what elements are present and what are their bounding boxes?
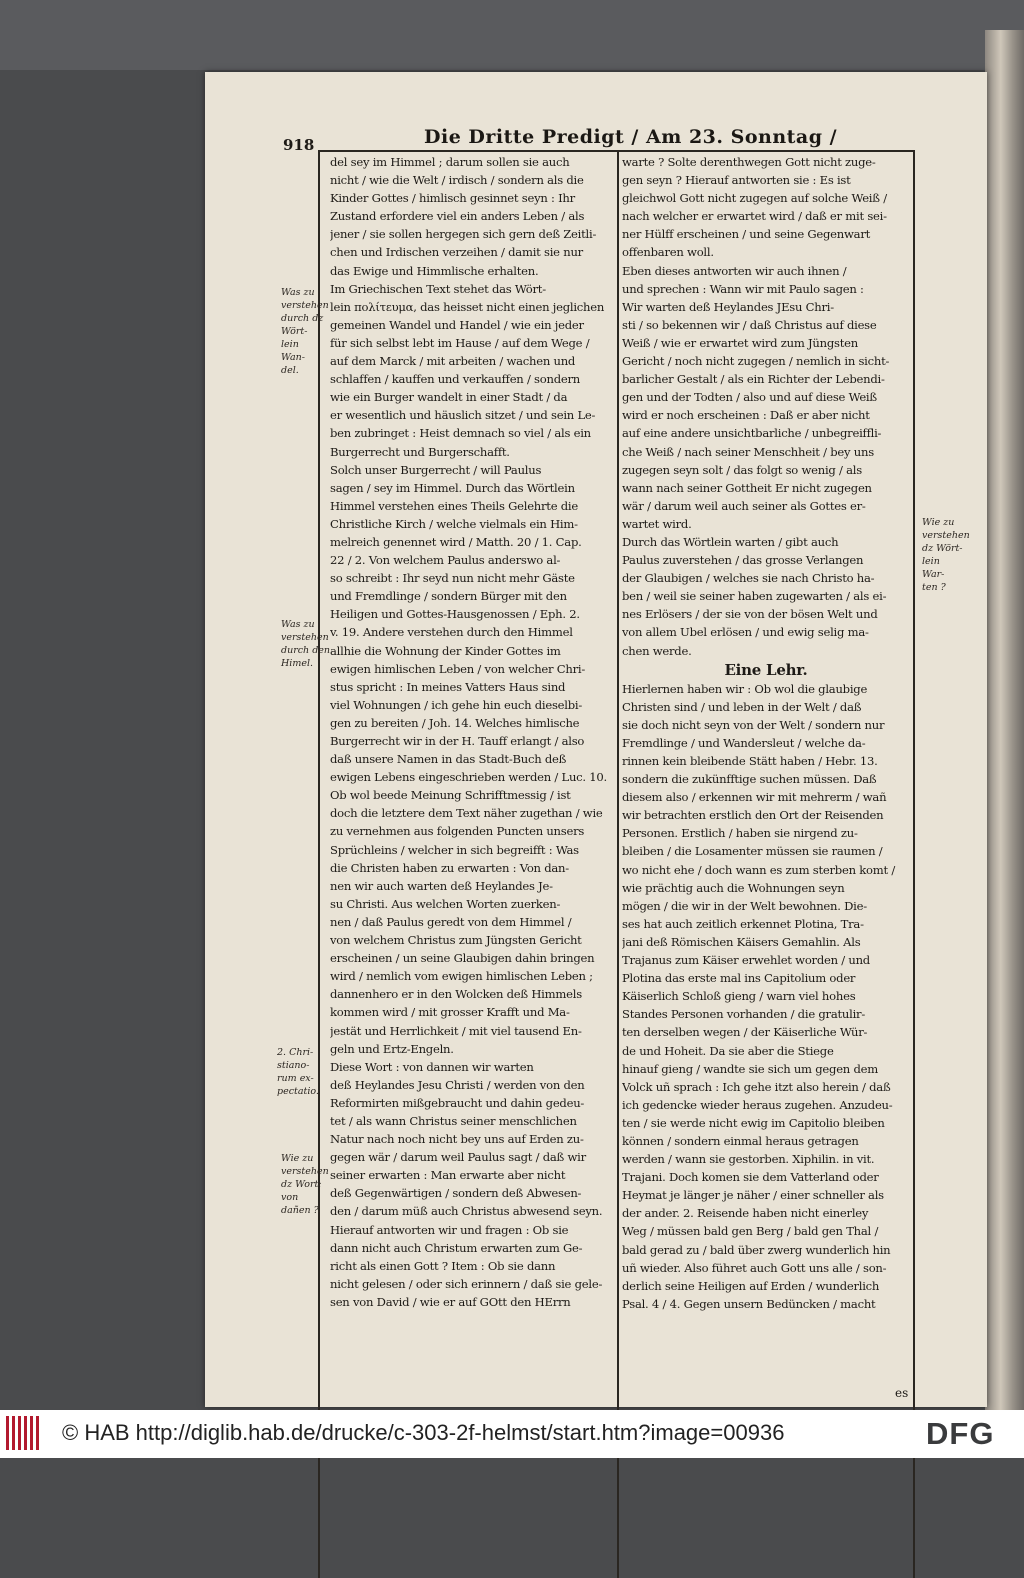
text-line: daß unsere Namen in das Stadt-Buch deß — [330, 752, 567, 767]
text-line: so schreibt : Ihr seyd nun nicht mehr Gäste — [330, 571, 575, 586]
text-line: sen von David / wie er auf GOtt den HErrn — [330, 1294, 571, 1309]
text-line: Wir warten deß Heylandes JEsu Chri- — [622, 299, 834, 314]
text-line: 22 / 2. Von welchem Paulus anderswo al- — [330, 553, 561, 568]
marginal-note-warten — [922, 516, 970, 594]
text-line: ben zubringet : Heist demnach so viel / als ein — [330, 426, 591, 441]
text-line: gen zu bereiten / Joh. 14. Welches himlische — [330, 715, 580, 730]
text-line: Christen sind / und leben in der Welt / daß — [622, 699, 862, 714]
text-line: auf dem Marck / mit arbeiten / wachen und — [330, 354, 576, 369]
text-line: Gericht / noch nicht zugegen / nemlich in sicht- — [622, 354, 890, 369]
text-line: wie ein Burger wandelt in einer Stadt / da — [330, 390, 568, 405]
text-line: Psal. 4 / 4. Gegen unsern Bedüncken / macht — [622, 1296, 876, 1311]
text-line: ich gedencke wieder heraus zugehen. Anzudeu- — [622, 1097, 893, 1112]
marginal-note-von-dannen — [281, 1152, 329, 1217]
text-line: ten / sie werde nicht ewig im Capitolio bleiben — [622, 1115, 885, 1130]
text-line: wo nicht ehe / doch wann es zum sterben komt / — [622, 862, 895, 877]
text-line: von welchem Christus zum Jüngsten Gericht — [330, 933, 582, 948]
text-line: warte ? Solte derenthwegen Gott nicht zuge- — [622, 155, 876, 169]
scan-background — [0, 0, 1024, 70]
text-line: Natur nach noch nicht bey uns auf Erden zu- — [330, 1132, 584, 1147]
text-line: Zustand erfordere viel ein anders Leben / als — [330, 209, 585, 224]
text-line: barlicher Gestalt / als ein Richter der Lebendi- — [622, 372, 885, 387]
text-line: zugegen seyn solt / das folgt so wenig / als — [622, 462, 862, 477]
text-line: der ander. 2. Reisende haben nicht einerley — [622, 1206, 869, 1221]
text-line: Hierauf antworten wir und fragen : Ob sie — [330, 1222, 569, 1237]
text-line: Christliche Kirch / welche vielmals ein Him- — [330, 516, 578, 531]
text-line: erscheinen / un seine Glaubigen dahin bringen — [330, 951, 595, 966]
text-line: und sprechen : Wann wir mit Paulo sagen : — [622, 281, 864, 296]
text-line: wie prächtig auch die Wohnungen seyn — [622, 880, 845, 895]
text-line: chen werde. — [622, 643, 692, 658]
text-line: Standes Personen vorhanden / die gratulir- — [622, 1007, 865, 1022]
text-line: gen und der Todten / also und auf diese Weiß — [622, 390, 877, 405]
text-line: zu vernehmen aus folgenden Puncten unsers — [330, 824, 585, 839]
text-line: jestät und Herrlichkeit / mit viel tausend En- — [330, 1023, 582, 1038]
marginal-note-line: Wie zu — [281, 1153, 314, 1164]
text-line: ewigen himlischen Leben / von welcher Chri- — [330, 661, 586, 676]
text-line: lein πολίτευμα, das heisset nicht einen jeglichen — [330, 299, 605, 314]
text-line: hinauf gieng / wandte sie sich um gegen dem — [622, 1061, 878, 1076]
text-line: geln und Ertz-Engeln. — [330, 1041, 454, 1056]
text-line: können / sondern einmal heraus getragen — [622, 1133, 859, 1148]
text-line: Ob wol beede Meinung Schrifftmessig / ist — [330, 788, 571, 803]
text-line: v. 19. Andere verstehen durch den Himmel — [330, 625, 573, 640]
header-rule — [318, 150, 914, 152]
text-line: ewigen Lebens eingeschrieben werden / Luc. 10. — [330, 770, 607, 785]
text-line: gemeinen Wandel und Handel / wie ein jeder — [330, 317, 584, 332]
text-line: Diese Wort : von dannen wir warten — [330, 1059, 534, 1074]
marginal-note-line: durch dz — [281, 313, 324, 324]
marginal-note-line: verstehen — [281, 300, 329, 311]
text-line: den / darum müß auch Christus abwesend seyn. — [330, 1204, 603, 1219]
text-line: Personen. Erstlich / haben sie nirgend zu- — [622, 826, 858, 841]
text-line: Sprüchleins / welcher in sich begreifft : Was — [330, 842, 579, 857]
text-line: wird / nemlich vom ewigen himlischen Leben ; — [330, 969, 593, 984]
text-line: Heymat je länger je näher / einer schneller als — [622, 1188, 884, 1203]
text-line: jener / sie sollen hergegen sich gern deß Zeitli- — [330, 227, 597, 242]
text-line: Heiligen und Gottes-Hausgenossen / Eph. 2. — [330, 607, 580, 622]
text-line: diesem also / erkennen wir mit mehrerm / wañ — [622, 790, 887, 805]
text-line: für sich selbst lebt im Hause / auf dem Wege / — [330, 335, 590, 350]
text-line: Weiß / wie er erwartet wird zum Jüngsten — [622, 335, 858, 350]
marginal-note-line: 2. Chri- — [277, 1047, 314, 1058]
marginal-note-line: dz Wort: — [281, 1179, 322, 1190]
text-line: jani deß Römischen Käisers Gemahlin. Als — [622, 934, 861, 949]
text-line: richt als einen Gott ? Item : Ob sie dann — [330, 1258, 556, 1273]
frame-right-rule — [913, 150, 915, 1578]
marginal-note-line: War- — [922, 569, 945, 580]
text-line: Himmel verstehen eines Theils Gelehrte die — [330, 498, 579, 513]
text-line: Trajani. Doch komen sie dem Vatterland oder — [622, 1170, 879, 1185]
marginal-note-line: lein — [922, 556, 940, 567]
page-number: 918 — [283, 136, 315, 154]
marginal-note-line: durch den — [281, 645, 331, 656]
text-line: gen seyn ? Hierauf antworten sie : Es ist — [622, 173, 851, 188]
text-line: und Fremdlinge / sondern Bürger mit den — [330, 589, 567, 604]
marginal-note-line: Wan- — [281, 352, 305, 363]
text-line: nen wir auch warten deß Heylandes Je- — [330, 878, 553, 893]
text-line: er wesentlich und häuslich sitzet / und sein Le- — [330, 408, 596, 423]
text-line: Solch unser Burgerrecht / will Paulus — [330, 462, 542, 477]
text-line: mögen / die wir in der Welt bewohnen. Die- — [622, 898, 867, 913]
marginal-note-line: dañen ? — [281, 1205, 319, 1216]
column-divider — [617, 150, 619, 1578]
text-line: wartet wird. — [622, 516, 692, 531]
text-line: deß Heylandes Jesu Christi / werden von den — [330, 1077, 585, 1092]
marginal-note-line: stiano- — [277, 1060, 310, 1071]
text-line: dann nicht auch Christum erwarten zum Ge- — [330, 1240, 583, 1255]
text-line: seiner erwarten : Man erwarte aber nicht — [330, 1168, 566, 1183]
text-line: bleiben / die Losamenter müssen sie raumen / — [622, 844, 883, 859]
text-line: Hierlernen haben wir : Ob wol die glaubige — [622, 681, 868, 696]
text-line: kommen wird / mit grosser Krafft und Ma- — [330, 1005, 570, 1020]
text-line: tet / als wann Christus seiner menschlichen — [330, 1113, 577, 1128]
text-line: del sey im Himmel ; darum sollen sie auch — [330, 155, 570, 169]
text-line: ben / weil sie seiner haben zugewarten / als ei- — [622, 589, 887, 604]
book-page-edges — [985, 30, 1024, 1410]
marginal-note-line: Was zu — [281, 287, 315, 298]
text-line: Kinder Gottes / himlisch gesinnet seyn : Ihr — [330, 191, 575, 206]
section-heading: Eine Lehr. — [724, 660, 808, 679]
text-line: Käiserlich Schloß gieng / warn viel hohes — [622, 989, 856, 1004]
marginal-note-wandel — [281, 286, 329, 377]
text-line: nes Erlösers / der sie von der bösen Welt und — [622, 607, 878, 622]
left-text-column — [330, 153, 614, 1311]
text-line: stus spricht : In meines Vatters Haus sind — [330, 679, 566, 694]
text-line: Im Griechischen Text stehet das Wört- — [330, 281, 546, 296]
marginal-note-line: rum ex- — [277, 1073, 314, 1084]
marginal-note-line: dz Wört- — [922, 543, 963, 554]
text-line: gegen wär / darum weil Paulus sagt / daß wir — [330, 1150, 586, 1165]
text-line: chen und Irdischen verzeihen / damit sie nur — [330, 245, 583, 260]
marginal-note-line: Himel. — [281, 658, 314, 669]
copyright-link[interactable]: © HAB http://diglib.hab.de/drucke/c-303-2f-helmst/start.htm?image=00936 — [62, 1420, 785, 1445]
text-line: nicht gelesen / oder sich erinnern / daß sie gele- — [330, 1276, 603, 1291]
marginal-note-line: von — [281, 1192, 299, 1203]
text-line: Weg / müssen bald gen Berg / bald gen Thal / — [622, 1224, 879, 1239]
marginal-note-line: verstehen — [281, 632, 329, 643]
marginal-note-line: ten ? — [922, 582, 946, 593]
text-line: wird er noch erscheinen : Daß er aber nicht — [622, 408, 870, 423]
text-line: allhie die Wohnung der Kinder Gottes im — [330, 643, 561, 658]
text-line: auf eine andere unsichtbarliche / unbegreiffli- — [622, 426, 882, 441]
marginal-note-line: Wört- — [281, 326, 308, 337]
text-line: Paulus zuverstehen / das grosse Verlangen — [622, 553, 864, 568]
marginal-note-line: pectatio. — [277, 1086, 319, 1097]
marginal-note-line: verstehen — [922, 530, 970, 541]
text-line: melreich genennet wird / Matth. 20 / 1. Cap. — [330, 534, 582, 549]
text-line: sie doch nicht seyn von der Welt / sondern nur — [622, 717, 885, 732]
viewer-footer — [0, 1410, 1024, 1458]
text-line: offenbaren woll. — [622, 245, 714, 260]
running-head: Die Dritte Predigt / Am 23. Sonntag / — [424, 126, 838, 148]
text-line: che Weiß / nach seiner Menschheit / bey uns — [622, 444, 874, 459]
text-line: ner Hülff erscheinen / und seine Gegenwart — [622, 227, 871, 242]
text-line: ten derselben wegen / der Käiserliche Wür- — [622, 1025, 868, 1040]
text-line: Trajanus zum Käiser erwehlet worden / und — [622, 953, 870, 968]
text-line: rinnen kein bleibende Stätt haben / Hebr. 13. — [622, 754, 878, 768]
text-line: derlich seine Heiligen auf Erden / wunderlich — [622, 1278, 880, 1293]
marginal-note-line: Wie zu — [922, 517, 955, 528]
text-line: wir betrachten erstlich den Ort der Reisenden — [622, 808, 884, 823]
text-line: schlaffen / kauffen und verkauffen / sondern — [330, 372, 580, 387]
marginal-note-line: lein — [281, 339, 299, 350]
text-line: Volck uñ sprach : Ich gehe itzt also herein / daß — [622, 1079, 891, 1094]
text-line: wann nach seiner Gottheit Er nicht zugegen — [622, 480, 872, 495]
text-line: de und Hoheit. Da sie aber die Stiege — [622, 1043, 834, 1058]
text-line: Burgerrecht wir in der H. Tauff erlangt / also — [330, 734, 585, 748]
marginal-note-expectatio — [277, 1046, 319, 1098]
marginal-note-line: verstehen — [281, 1166, 329, 1177]
dfg-logo: DFG — [926, 1416, 995, 1451]
text-line: von allem Ubel erlösen / und ewig selig ma- — [622, 625, 869, 640]
text-line: Fremdlinge / und Wandersleut / welche da- — [622, 735, 866, 750]
text-line: deß Gegenwärtigen / sondern deß Abwesen- — [330, 1186, 582, 1201]
marginal-note-line: Was zu — [281, 619, 315, 630]
catchword: es — [895, 1386, 909, 1400]
text-line: sti / so bekennen wir / daß Christus auf diese — [622, 317, 877, 332]
text-line: Burgerrecht und Burgerschafft. — [330, 444, 510, 459]
text-line: sondern die zukünfftige suchen müssen. Daß — [622, 772, 877, 787]
marginal-note-line: del. — [281, 365, 299, 376]
text-line: nen / daß Paulus geredt von dem Himmel / — [330, 914, 572, 929]
text-line: doch die letztere dem Text näher zugethan / wie — [330, 806, 603, 821]
text-line: das Ewige und Himmlische erhalten. — [330, 263, 539, 278]
text-line: nach welcher er erwartet wird / daß er mit sei- — [622, 209, 887, 224]
text-line: gleichwol Gott nicht zugegen auf solche Weiß / — [622, 191, 887, 206]
text-line: bald gerad zu / bald über zwerg wunderlich hin — [622, 1242, 891, 1257]
text-line: Reformirten mißgebraucht und dahin gedeu- — [330, 1095, 585, 1110]
text-line: ses hat auch zeitlich erkennet Plotina, Tra- — [622, 916, 864, 931]
text-line: su Christi. Aus welchen Worten zuerken- — [330, 896, 561, 911]
text-line: nicht / wie die Welt / irdisch / sondern als die — [330, 173, 584, 188]
marginal-note-himmel — [281, 618, 330, 670]
text-line: uñ wieder. Also führet auch Gott uns alle / son- — [622, 1260, 887, 1275]
text-line: viel Wohnungen / ich gehe hin euch dieselbi- — [330, 697, 583, 712]
text-line: Plotina das erste mal ins Capitolium oder — [622, 971, 856, 986]
text-line: der Glaubigen / welches sie nach Christo ha- — [622, 571, 875, 586]
right-text-column — [622, 153, 910, 1313]
text-line: werden / wann sie gestorben. Xiphilin. in vit. — [622, 1152, 875, 1167]
text-line: dannenhero er in den Wolcken deß Himmels — [330, 987, 582, 1002]
text-line: Durch das Wörtlein warten / gibt auch — [622, 534, 839, 549]
text-line: sagen / sey im Himmel. Durch das Wörtlein — [330, 480, 575, 495]
hab-logo-icon — [6, 1416, 42, 1450]
text-line: Eben dieses antworten wir auch ihnen / — [622, 263, 847, 278]
text-line: die Christen haben zu erwarten : Von dan- — [330, 860, 569, 875]
text-line: wär / darum weil auch seiner als Gottes er- — [622, 498, 866, 513]
